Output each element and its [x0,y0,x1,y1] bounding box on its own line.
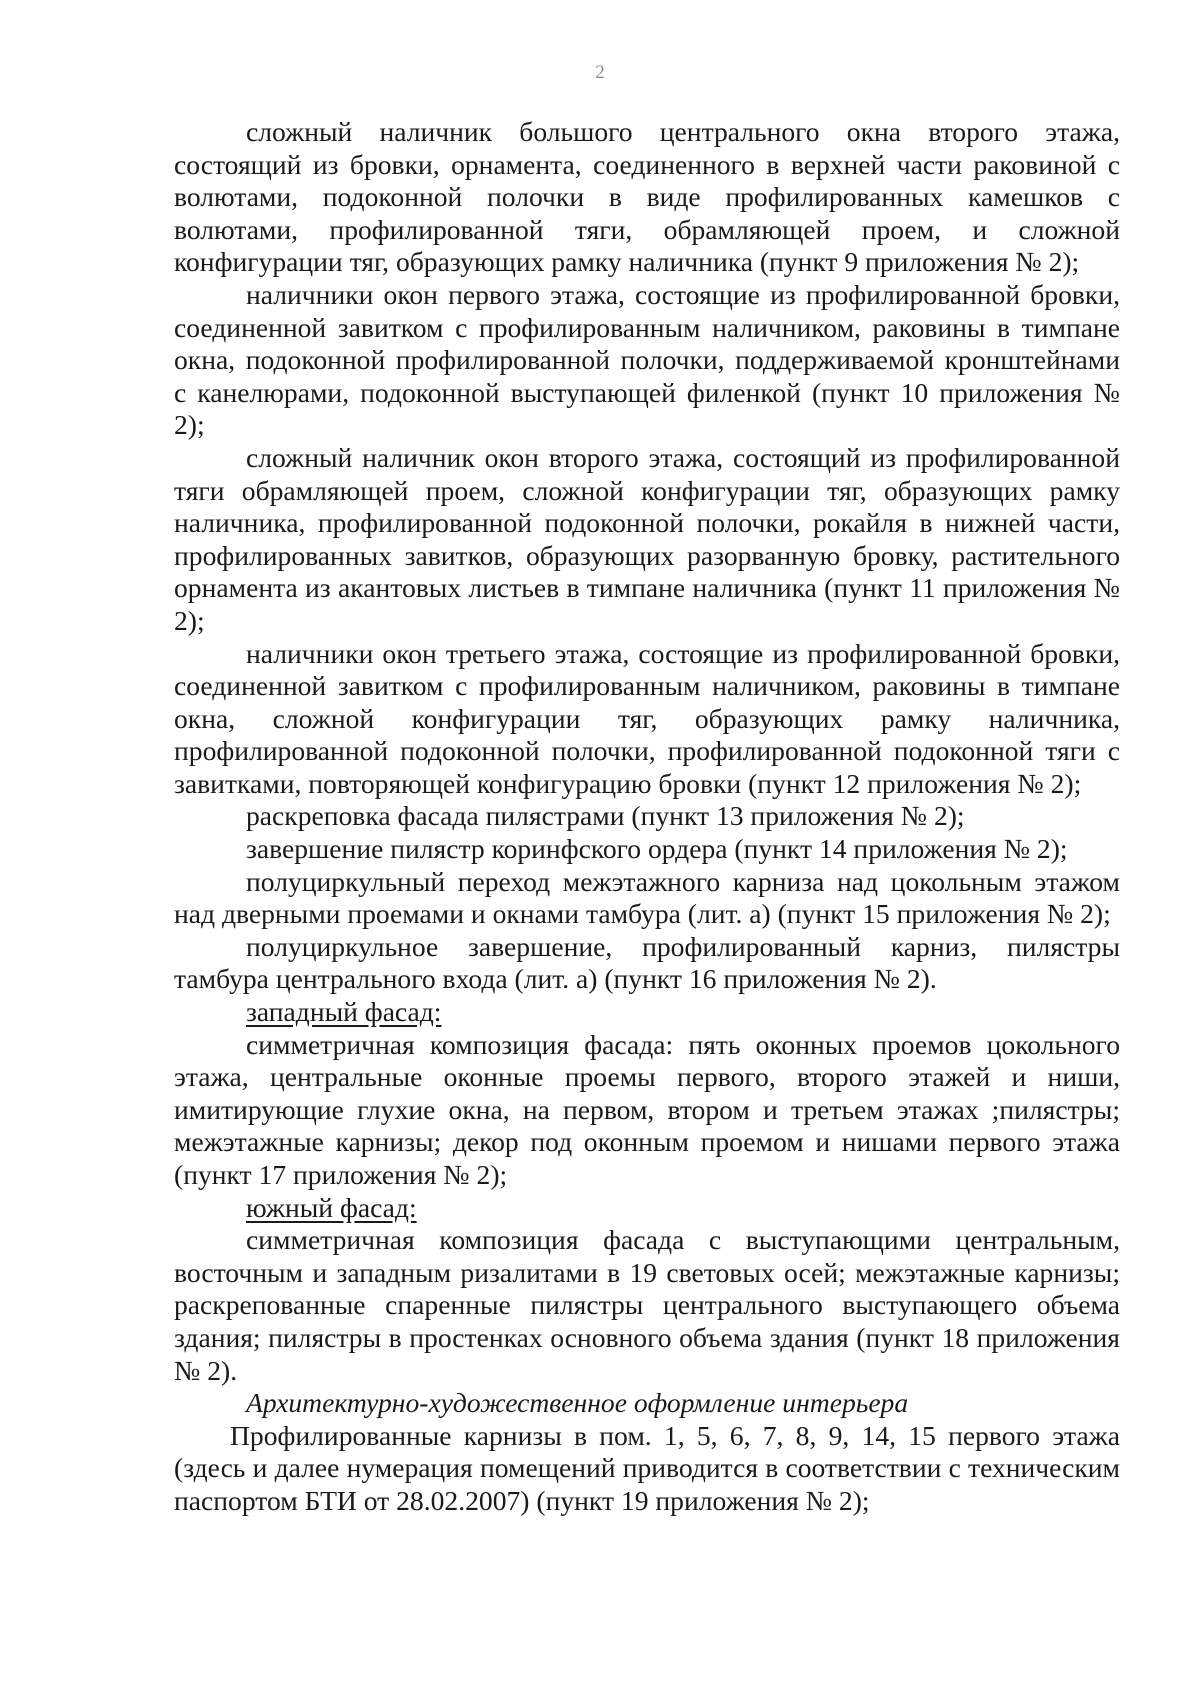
section-heading-text: южный фасад: [246,1191,417,1223]
section-heading-interior: Архитектурно-художественное оформление интерьера [246,1387,909,1419]
paragraph: симметричная композиция фасада: пять оконных проемов цокольного этажа, центральные оконные проемы первого, второго этажей и ниши, имитирующие глухие окна, на первом, втором и третьем этажах ;пилястры; межэтажные карнизы; декор под оконным проемом и нишами первого этажа (пункт 17 приложения № 2); [174,1028,1120,1190]
paragraph: раскреповка фасада пилястрами (пункт 13 приложения № 2); [246,800,965,832]
paragraph: наличники окон третьего этажа, состоящие из профилированной бровки, соединенной завитком с профилированным наличником, раковины в тимпане окна, сложной конфигурации тяг, образующих рамку наличника, профилированной подоконной полочки, профилированной подоконной тяги с завитками, повторяющей конфигурацию бровки (пункт 12 приложения № 2); [174,637,1120,799]
paragraph: полуциркульное завершение, профилированный карниз, пилястры тамбура центрального входа (лит. а) (пункт 16 приложения № 2). [174,930,1120,995]
section-heading-text: западный фасад: [246,996,442,1028]
section-heading-west-facade [174,996,1120,1029]
paragraph: завершение пилястр коринфского ордера (пункт 14 приложения № 2); [246,833,1068,865]
document-body [174,116,1120,1518]
paragraph: сложный наличник большого центрального окна второго этажа, состоящий из бровки, орнамента, соединенного в верхней части раковиной с волютами, подоконной полочки в виде профилированных камешков с волютами, профилированной тяги, обрамляющей проем, и сложной конфигурации тяг, образующих рамку наличника (пункт 9 приложения № 2); [174,116,1120,278]
paragraph: сложный наличник окон второго этажа, состоящий из профилированной тяги обрамляющей проем, сложной конфигурации тяг, образующих рамку наличника, профилированной подоконной полочки, рокайля в нижней части, профилированных завитков, образующих разорванную бровку, растительного орнамента из акантовых листьев в тимпане наличника (пункт 11 приложения № 2); [174,441,1120,636]
section-heading-south-facade [174,1192,1120,1225]
paragraph: Профилированные карнизы в пом. 1, 5, 6, 7, 8, 9, 14, 15 первого этажа (здесь и далее нумерация помещений приводится в соответствии с техническим паспортом БТИ от 28.02.2007) (пункт 19 приложения № 2); [174,1419,1120,1516]
paragraph: симметричная композиция фасада с выступающими центральным, восточным и западным ризалитами в 19 световых осей; межэтажные карнизы; раскрепованные спаренные пилястры центрального выступающего объема здания; пилястры в простенках основного объема здания (пункт 18 приложения № 2). [174,1224,1120,1386]
page-number: 2 [595,62,605,83]
paragraph: наличники окон первого этажа, состоящие из профилированной бровки, соединенной завитком с профилированным наличником, раковины в тимпане окна, подоконной профилированной полочки, поддерживаемой кронштейнами с канелюрами, подоконной выступающей филенкой (пункт 10 приложения № 2); [174,278,1120,441]
paragraph: полуциркульный переход межэтажного карниза над цокольным этажом над дверными проемами и окнами тамбура (лит. а) (пункт 15 приложения № 2); [174,865,1120,930]
